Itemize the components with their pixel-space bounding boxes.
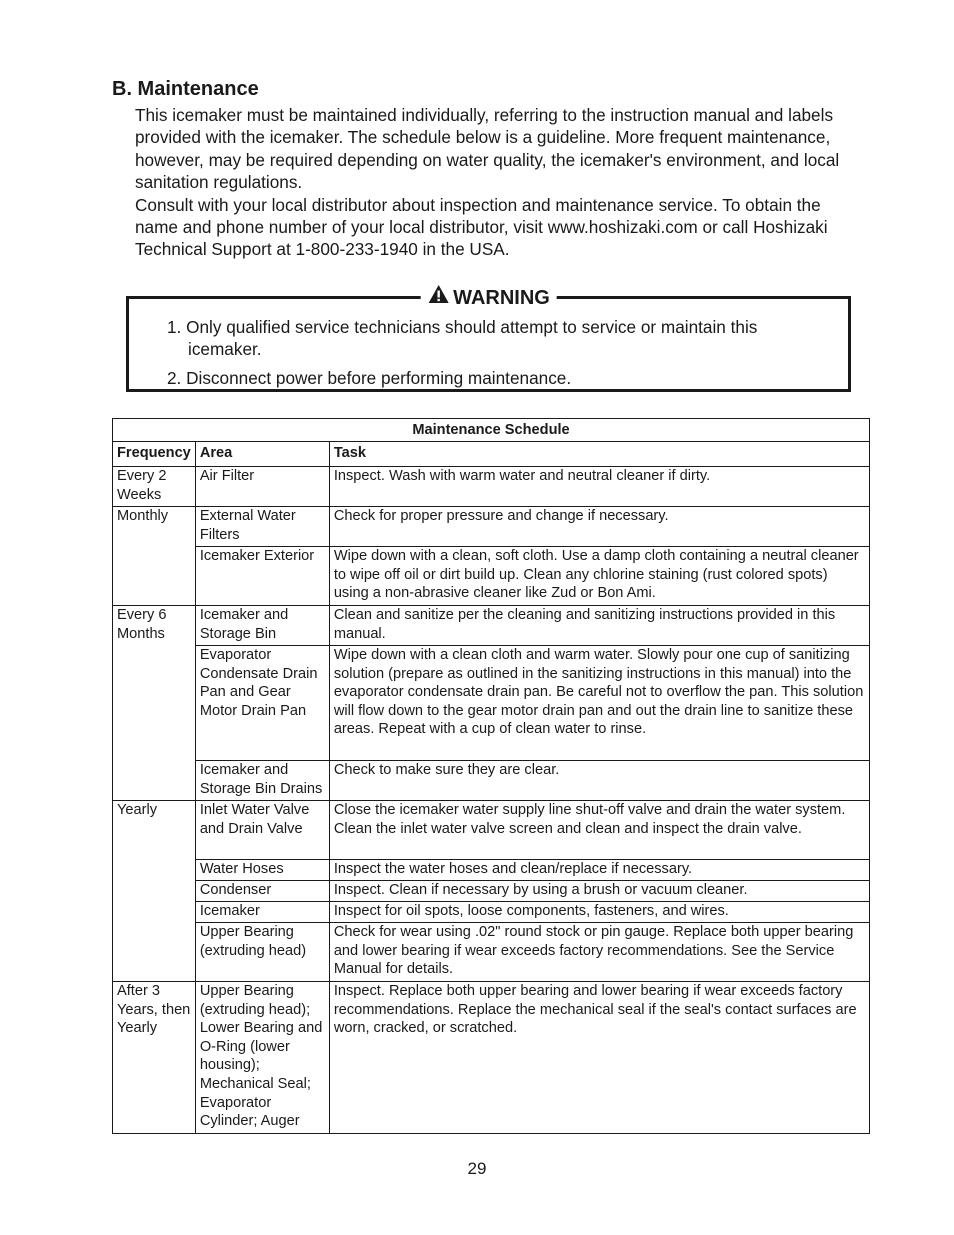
table-row (113, 923, 870, 982)
frequency-cell: Every 2 Weeks (113, 467, 196, 507)
area-cell: External Water Filters (195, 507, 329, 547)
intro-paragraph: Consult with your local distributor about inspection and maintenance service. To obtain the name and phone number of your local distributor, visit www.hoshizaki.com or call Hoshizaki Technical Support at 1-800-233-1940 in the USA. (135, 194, 828, 260)
warning-list (167, 316, 827, 389)
section-heading: B. Maintenance (112, 78, 259, 100)
task-cell: Check to make sure they are clear. (329, 761, 869, 801)
task-cell: Inspect. Clean if necessary by using a brush or vacuum cleaner. (329, 881, 869, 902)
warning-box (126, 286, 851, 392)
table-row (113, 982, 870, 1134)
warning-title (420, 284, 557, 311)
frequency-cell: Monthly (113, 507, 196, 606)
area-cell: Condenser (195, 881, 329, 902)
page-number: 29 (467, 1159, 487, 1178)
task-cell: Inspect for oil spots, loose components, fasteners, and wires. (329, 902, 869, 923)
area-cell: Inlet Water Valve and Drain Valve (195, 801, 329, 860)
area-cell: Evaporator Condensate Drain Pan and Gear Motor Drain Pan (195, 646, 329, 761)
area-cell: Icemaker and Storage Bin (195, 606, 329, 646)
area-cell: Icemaker (195, 902, 329, 923)
task-cell: Close the icemaker water supply line shut-off valve and drain the water system. Clean the inlet water valve screen and clean and inspect the drain valve. (329, 801, 869, 860)
table-row (113, 467, 870, 507)
task-cell: Clean and sanitize per the cleaning and sanitizing instructions provided in this manual. (329, 606, 869, 646)
column-header-task: Task (329, 442, 869, 467)
table-row (113, 881, 870, 902)
frequency-cell: Every 6 Months (113, 606, 196, 801)
table-row (113, 860, 870, 881)
task-cell: Check for proper pressure and change if necessary. (329, 507, 869, 547)
task-cell: Check for wear using .02" round stock or pin gauge. Replace both upper bearing and lower bearing if wear exceeds factory recommendations. See the Service Manual for details. (329, 923, 869, 982)
column-header-area: Area (195, 442, 329, 467)
table-row (113, 606, 870, 646)
table-row (113, 761, 870, 801)
table-row (113, 646, 870, 761)
warning-item: 1. Only qualified service technicians should attempt to service or maintain this icemaker. (167, 317, 758, 360)
table-row (113, 902, 870, 923)
area-cell: Upper Bearing (extruding head) (195, 923, 329, 982)
area-cell: Water Hoses (195, 860, 329, 881)
column-header-frequency: Frequency (113, 442, 196, 467)
intro-text (135, 104, 865, 261)
area-cell: Icemaker Exterior (195, 547, 329, 606)
maintenance-schedule-table (112, 418, 870, 1134)
table-row (113, 507, 870, 547)
frequency-cell: Yearly (113, 801, 196, 982)
table-row (113, 801, 870, 860)
warning-title-text: WARNING (453, 286, 550, 309)
frequency-cell: After 3 Years, then Yearly (113, 982, 196, 1134)
task-cell: Inspect. Wash with warm water and neutral cleaner if dirty. (329, 467, 869, 507)
warning-item: 2. Disconnect power before performing maintenance. (167, 367, 572, 388)
warning-triangle-icon (427, 284, 449, 311)
task-cell: Wipe down with a clean, soft cloth. Use a damp cloth containing a neutral cleaner to wipe off oil or dirt build up. Clean any chlorine staining (rust colored spots) using a non-abrasive cleaner like Zud or Bon Ami. (329, 547, 869, 606)
area-cell: Air Filter (195, 467, 329, 507)
table-caption: Maintenance Schedule (113, 419, 870, 442)
intro-paragraph: This icemaker must be maintained individually, referring to the instruction manual and labels provided with the icemaker. The schedule below is a guideline. More frequent maintenance, however, may be required depending on water quality, the icemaker's environment, and local sanitation regulations. (135, 105, 840, 193)
table-row (113, 547, 870, 606)
task-cell: Inspect. Replace both upper bearing and lower bearing if wear exceeds factory recommendations. Replace the mechanical seal if the seal's contact surfaces are worn, cracked, or scratched. (329, 982, 869, 1134)
task-cell: Wipe down with a clean cloth and warm water. Slowly pour one cup of sanitizing solution (prepare as outlined in the sanitizing instructions in this manual) into the evaporator condensate drain pan. Be careful not to overflow the pan. This solution will flow down to the gear motor drain pan and out the drain line to sanitize these areas. Repeat with a cup of clean water to rinse. (329, 646, 869, 761)
area-cell: Icemaker and Storage Bin Drains (195, 761, 329, 801)
task-cell: Inspect the water hoses and clean/replace if necessary. (329, 860, 869, 881)
area-cell: Upper Bearing (extruding head); Lower Bearing and O-Ring (lower housing); Mechanical Seal; Evaporator Cylinder; Auger (195, 982, 329, 1134)
